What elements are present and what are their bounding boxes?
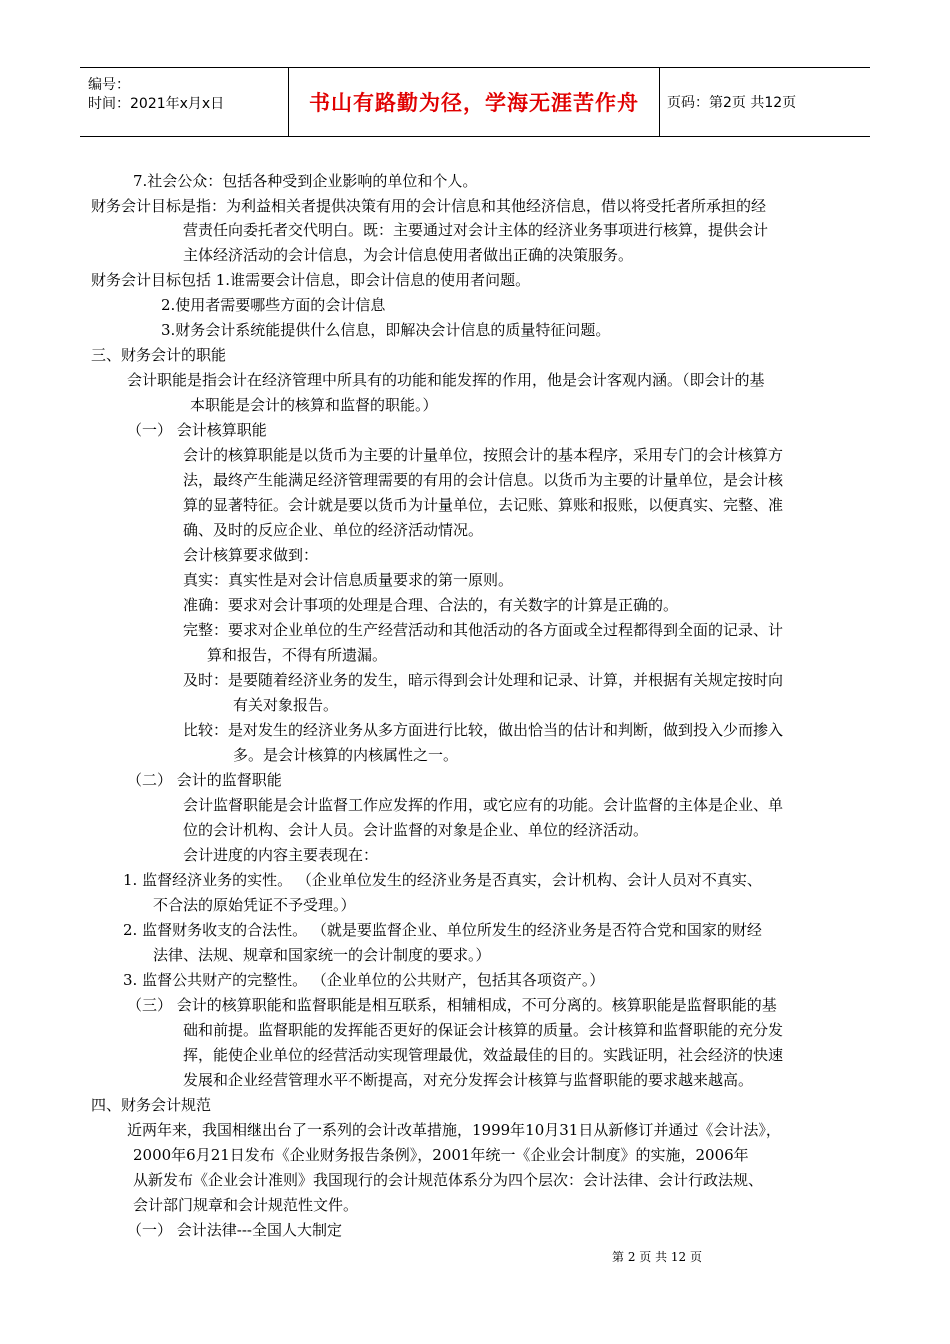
- body-line: 营责任向委托者交代明白。既：主要通过对会计主体的经济业务事项进行核算，提供会计: [183, 221, 769, 239]
- body-line: 完整：要求对企业单位的生产经营活动和其他活动的各方面或全过程都得到全面的记录、计: [183, 621, 784, 639]
- section-heading: 四、财务会计规范: [91, 1096, 212, 1114]
- body-line: 会计职能是指会计在经济管理中所具有的功能和能发挥的作用，他是会计客观内涵。（即会计的基: [127, 371, 765, 389]
- subsection-heading: （三） 会计的核算职能和监督职能是相互联系，相辅相成，不可分离的。核算职能是监督职能的基: [127, 996, 777, 1014]
- page-footer: 第 2 页 共 12 页: [612, 1250, 702, 1264]
- header-meta-cell: [80, 68, 289, 136]
- body-line: 及时：是要随着经济业务的发生，暗示得到会计处理和记录、计算，并根据有关规定按时向: [183, 671, 784, 689]
- body-line: 近两年来，我国相继出台了一系列的会计改革措施，1999年10月31日从新修订并通过《会计法》，: [127, 1121, 781, 1139]
- document-date-label: 时间：2021年x月x日: [88, 96, 225, 112]
- body-line: 比较：是对发生的经济业务从多方面进行比较，做出恰当的估计和判断，做到投入少而掺入: [183, 721, 784, 739]
- body-line: 财务会计目标是指：为利益相关者提供决策有用的会计信息和其他经济信息，借以将受托者所承担的经: [91, 197, 767, 215]
- document-number-label: 编号：: [88, 77, 130, 93]
- body-line: 算和报告，不得有所遗漏。: [207, 646, 388, 664]
- body-line: 财务会计目标包括 1.谁需要会计信息，即会计信息的使用者问题。: [91, 271, 531, 289]
- body-line: 算的显著特征。会计就是要以货币为计量单位，去记账、算账和报账，以便真实、完整、准: [183, 496, 784, 514]
- body-line: 会计进度的内容主要表现在：: [183, 846, 379, 864]
- body-line: 会计部门规章和会计规范性文件。: [133, 1196, 359, 1214]
- body-line: 位的会计机构、会计人员。会计监督的对象是企业、单位的经济活动。: [183, 821, 649, 839]
- numbered-item: 3. 监督公共财产的完整性。 （企业单位的公共财产，包括其各项资产。）: [123, 971, 605, 989]
- subsection-heading: （一） 会计法律---全国人大制定: [127, 1221, 342, 1239]
- body-line: 挥，能使企业单位的经营活动实现管理最优，效益最佳的目的。实践证明，社会经济的快速: [183, 1046, 784, 1064]
- body-line: 2.使用者需要哪些方面的会计信息: [161, 296, 386, 314]
- body-line: 从新发布《企业会计准则》我国现行的会计规范体系分为四个层次：会计法律、会计行政法规、: [133, 1171, 764, 1189]
- body-line: 真实：真实性是对会计信息质量要求的第一原则。: [183, 571, 514, 589]
- body-line: 会计的核算职能是以货币为主要的计量单位，按照会计的基本程序，采用专门的会计核算方: [183, 446, 784, 464]
- header-page-indicator: 页码：第2页 共12页: [667, 95, 797, 111]
- body-line: 法律、法规、规章和国家统一的会计制度的要求。）: [153, 946, 491, 964]
- body-line: 7.社会公众：包括各种受到企业影响的单位和个人。: [133, 172, 478, 190]
- body-line: 准确：要求对会计事项的处理是合理、合法的，有关数字的计算是正确的。: [183, 596, 679, 614]
- body-line: 多。是会计核算的内核属性之一。: [233, 746, 459, 764]
- body-line: 3.财务会计系统能提供什么信息，即解决会计信息的质量特征问题。: [161, 321, 611, 339]
- body-line: 本职能是会计的核算和监督的职能。）: [190, 396, 438, 414]
- body-line: 有关对象报告。: [233, 696, 339, 714]
- numbered-item: 2. 监督财务收支的合法性。 （就是要监督企业、单位所发生的经济业务是否符合党和国家的财经: [123, 921, 762, 939]
- section-heading: 三、财务会计的职能: [91, 346, 227, 364]
- body-line: 主体经济活动的会计信息，为会计信息使用者做出正确的决策服务。: [183, 246, 634, 264]
- body-line: 不合法的原始凭证不予受理。）: [153, 896, 356, 914]
- body-line: 会计核算要求做到：: [183, 546, 319, 564]
- subsection-heading: （二） 会计的监督职能: [127, 771, 282, 789]
- page-header: [80, 67, 870, 137]
- body-line: 础和前提。监督职能的发挥能否更好的保证会计核算的质量。会计核算和监督职能的充分发: [183, 1021, 784, 1039]
- body-line: 法，最终产生能满足经济管理需要的有用的会计信息。以货币为主要的计量单位，是会计核: [183, 471, 784, 489]
- body-line: 发展和企业经营管理水平不断提高，对充分发挥会计核算与监督职能的要求越来越高。: [183, 1071, 754, 1089]
- body-line: 确、及时的反应企业、单位的经济活动情况。: [183, 521, 484, 539]
- body-line: 会计监督职能是会计监督工作应发挥的作用，或它应有的功能。会计监督的主体是企业、单: [183, 796, 784, 814]
- body-line: 2000年6月21日发布《企业财务报告条例》，2001年统一《企业会计制度》的实施，2006年: [133, 1146, 749, 1164]
- subsection-heading: （一） 会计核算职能: [127, 421, 267, 439]
- header-motto: 书山有路勤为径，学海无涯苦作舟: [289, 68, 660, 136]
- numbered-item: 1. 监督经济业务的实性。 （企业单位发生的经济业务是否真实，会计机构、会计人员对不真实、: [123, 871, 762, 889]
